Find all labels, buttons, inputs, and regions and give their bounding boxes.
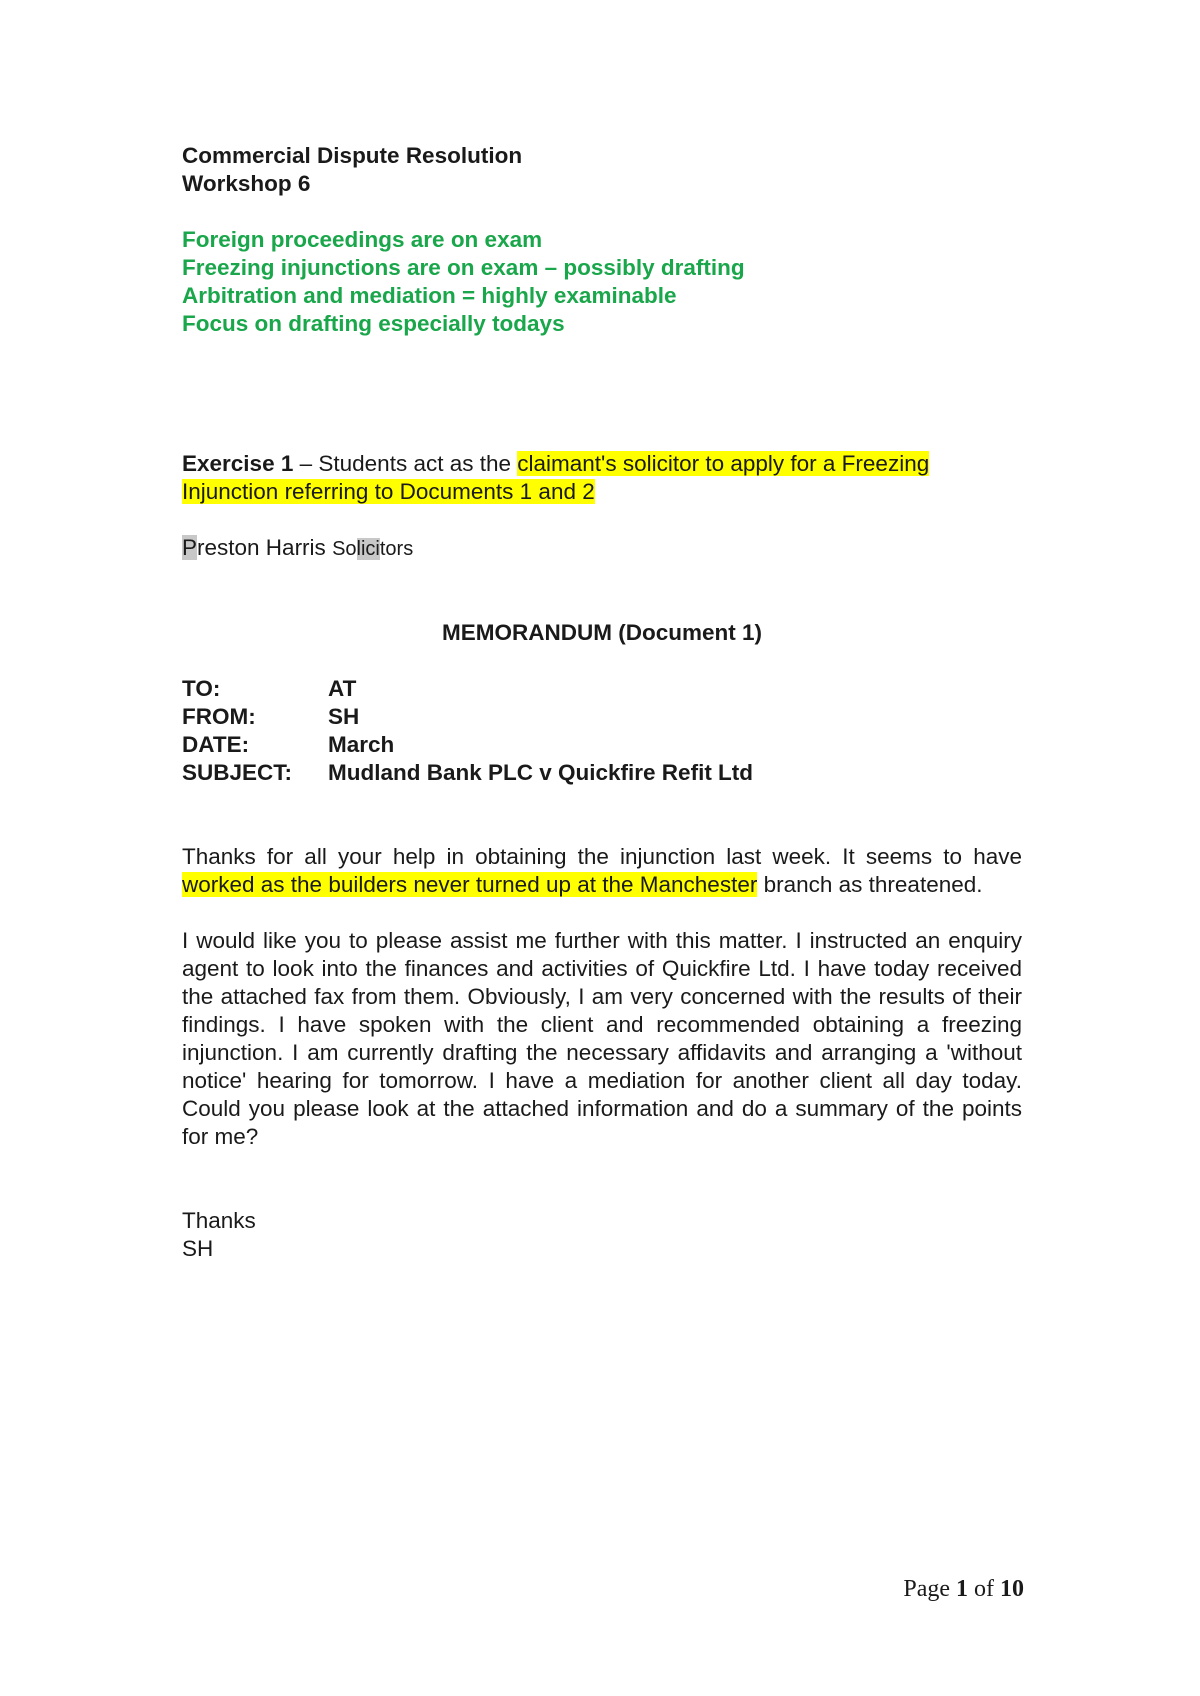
memo-to-label: TO: — [182, 676, 221, 701]
memo-title: MEMORANDUM (Document 1) — [442, 620, 762, 645]
memo-from-value: SH — [328, 704, 360, 729]
exercise-intro: – Students act as the — [293, 451, 518, 476]
memo-from-label: FROM: — [182, 704, 256, 729]
body-paragraph-1: Thanks for all your help in obtaining the injunction last week. It seems to have worked as the builders never turned up at the Manchester branch as threatened. — [182, 844, 1022, 897]
body-highlight: worked as the builders never turned up at the Manchester — [182, 872, 758, 897]
memo-to-value: AT — [328, 676, 357, 701]
memo-date-label: DATE: — [182, 732, 250, 757]
exercise-label: Exercise 1 — [182, 451, 294, 476]
course-title: Commercial Dispute Resolution — [182, 143, 523, 168]
memo-subject-value: Mudland Bank PLC v Quickfire Refit Ltd — [328, 760, 754, 785]
exam-note: Foreign proceedings are on exam — [182, 227, 543, 252]
memo-subject-label: SUBJECT: — [182, 760, 293, 785]
memo-header-table — [182, 675, 1022, 787]
exam-note: Focus on drafting especially todays — [182, 311, 565, 336]
firm-name: Preston Harris Solicitors — [182, 535, 414, 560]
workshop-title: Workshop 6 — [182, 171, 311, 196]
exercise-paragraph — [182, 450, 1022, 506]
exam-note: Freezing injunctions are on exam – possibly drafting — [182, 255, 745, 280]
exercise-highlight: claimant's solicitor to apply for a Freezing Injunction referring to Documents 1 and 2 — [182, 451, 930, 504]
document-content — [182, 142, 1022, 1263]
memo-date-value: March — [328, 732, 395, 757]
signoff-thanks: Thanks — [182, 1208, 256, 1233]
page-number-footer: Page 1 of 10 — [903, 1576, 1024, 1602]
signoff-initials: SH — [182, 1236, 214, 1261]
exam-notes — [182, 226, 1022, 338]
body-paragraph-2: I would like you to please assist me further with this matter. I instructed an enquiry agent to look into the finances and activities of Quickfire Ltd. I have today received the attached fax from them. Obviously, I am very concerned with the results of their findings. I have spoken with the client and recommended obtaining a freezing injunction. I am currently drafting the necessary affidavits and arranging a 'without notice' hearing for tomorrow. I have a mediation for another client all day today. Could you please look at the attached information and do a summary of the points for me? — [182, 928, 1022, 1149]
exam-note: Arbitration and mediation = highly examinable — [182, 283, 677, 308]
